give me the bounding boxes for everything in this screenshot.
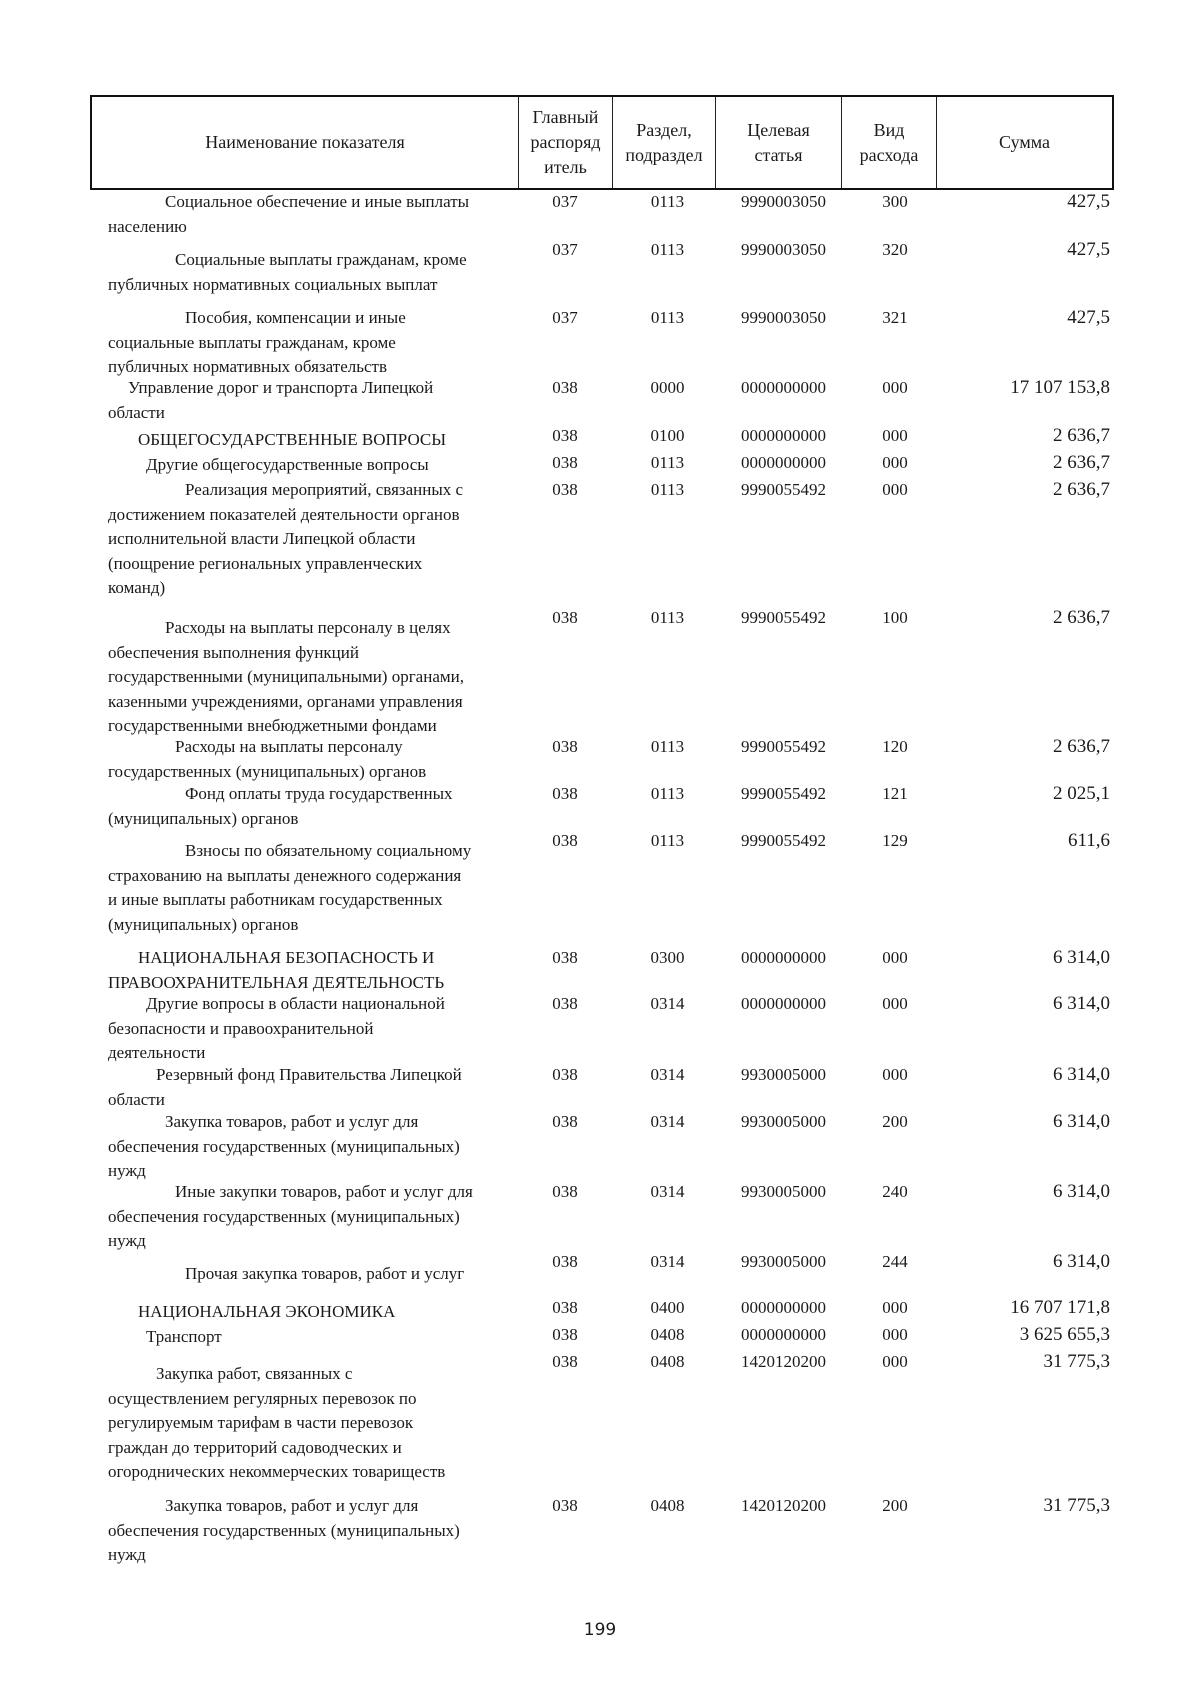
- row-name: [108, 478, 508, 601]
- row-vid: 000: [882, 948, 908, 967]
- row-razdel: 0408: [650, 1496, 685, 1515]
- row-vid: 244: [882, 1252, 908, 1271]
- row-sum: 427,5: [1067, 239, 1110, 260]
- row-name-line: исполнительной власти Липецкой области: [108, 529, 416, 548]
- row-vid: 000: [882, 1325, 908, 1344]
- row-vid: 200: [882, 1112, 908, 1131]
- row-sum: 427,5: [1067, 191, 1110, 212]
- row-glavny: 038: [552, 1112, 578, 1131]
- row-glavny: 038: [552, 453, 578, 472]
- row-vid: 321: [882, 308, 908, 327]
- row-name-line: достижением показателей деятельности органов: [108, 504, 460, 524]
- row-name-line: Реализация мероприятий, связанных с: [185, 480, 464, 499]
- row-name: [108, 1110, 508, 1184]
- header-celevaya: Целевая статья: [715, 97, 841, 188]
- row-razdel: 0314: [650, 1065, 685, 1084]
- row-name: [108, 376, 508, 425]
- row-name-line: нужд: [108, 1231, 146, 1250]
- header-summa: Сумма: [936, 97, 1112, 188]
- row-celevaya: 1420120200: [741, 1352, 826, 1371]
- row-razdel: 0113: [650, 608, 685, 627]
- row-sum: 16 707 171,8: [1010, 1297, 1110, 1318]
- row-name-line: Пособия, компенсации и иные: [185, 308, 406, 327]
- row-sum: 2 636,7: [1053, 607, 1110, 628]
- row-name-line: осуществлением регулярных перевозок по: [108, 1388, 417, 1408]
- row-razdel: 0100: [650, 426, 685, 445]
- row-glavny: 038: [552, 994, 578, 1013]
- row-sum: 31 775,3: [1043, 1495, 1110, 1516]
- row-celevaya: 9990055492: [741, 608, 826, 627]
- row-name-line: Закупка товаров, работ и услуг для: [165, 1112, 419, 1131]
- row-vid: 000: [882, 1065, 908, 1084]
- row-name: [108, 1494, 508, 1568]
- row-vid: 000: [882, 994, 908, 1013]
- row-razdel: 0113: [650, 737, 685, 756]
- row-vid: 121: [882, 784, 908, 803]
- row-name-line: государственных (муниципальных) органов: [108, 761, 427, 781]
- row-name-line: Иные закупки товаров, работ и услуг для: [175, 1182, 473, 1201]
- row-celevaya: 9990003050: [741, 192, 826, 211]
- row-sum: 6 314,0: [1053, 1064, 1110, 1085]
- row-name: [108, 190, 508, 239]
- row-vid: 000: [882, 426, 908, 445]
- row-vid: 120: [882, 737, 908, 756]
- row-name-line: команд): [108, 578, 166, 597]
- header-glavny: Главный распоряд итель: [518, 97, 612, 188]
- row-name-line: государственными (муниципальными) органами,: [108, 667, 464, 686]
- row-celevaya: 9990003050: [741, 240, 826, 259]
- row-name-line: огороднических некоммерческих товариществ: [108, 1462, 446, 1481]
- row-name-line: нужд: [108, 1545, 146, 1564]
- row-name-line: и иные выплаты работникам государственных: [108, 890, 443, 909]
- row-name: [108, 946, 508, 995]
- row-celevaya: 0000000000: [741, 994, 826, 1013]
- row-name: [108, 306, 508, 380]
- row-name: [108, 992, 508, 1066]
- row-glavny: 038: [552, 948, 578, 967]
- row-name-line: обеспечения государственных (муниципальных): [108, 1136, 460, 1156]
- row-razdel: 0113: [650, 784, 685, 803]
- row-name-line: обеспечения государственных (муниципальных): [108, 1206, 460, 1226]
- row-name-line: Другие общегосударственные вопросы: [146, 455, 429, 474]
- row-razdel: 0113: [650, 308, 685, 327]
- row-glavny: 038: [552, 737, 578, 756]
- row-name-line: Управление дорог и транспорта Липецкой: [128, 378, 434, 397]
- row-razdel: 0113: [650, 192, 685, 211]
- row-sum: 2 636,7: [1053, 452, 1110, 473]
- row-name-line: Социальное обеспечение и иные выплаты: [165, 192, 470, 211]
- row-name-line: (муниципальных) органов: [108, 808, 299, 828]
- row-glavny: 038: [552, 1252, 578, 1271]
- row-name-line: деятельности: [108, 1043, 206, 1062]
- row-name-line: обеспечения государственных (муниципальных): [108, 1520, 460, 1540]
- row-name: [108, 735, 508, 784]
- row-name-line: публичных нормативных обязательств: [108, 357, 387, 376]
- row-name-line: Транспорт: [146, 1327, 222, 1346]
- row-glavny: 037: [552, 192, 578, 211]
- row-name-line: публичных нормативных социальных выплат: [108, 274, 438, 294]
- row-name-line: Расходы на выплаты персоналу: [175, 737, 403, 756]
- row-glavny: 038: [552, 1352, 578, 1371]
- row-razdel: 0314: [650, 1182, 685, 1201]
- row-vid: 000: [882, 1298, 908, 1317]
- row-razdel: 0113: [650, 453, 685, 472]
- row-celevaya: 9990055492: [741, 737, 826, 756]
- row-name-line: Закупка товаров, работ и услуг для: [165, 1496, 419, 1515]
- row-name-line: нужд: [108, 1161, 146, 1180]
- row-name-line: Прочая закупка товаров, работ и услуг: [185, 1264, 465, 1283]
- row-name: [108, 1262, 508, 1287]
- row-celevaya: 9930005000: [741, 1252, 826, 1271]
- row-celevaya: 9930005000: [741, 1182, 826, 1201]
- row-name: [108, 616, 508, 739]
- row-name-line: Закупка работ, связанных с: [156, 1364, 353, 1383]
- row-glavny: 038: [552, 378, 578, 397]
- row-celevaya: 0000000000: [741, 1325, 826, 1344]
- row-glavny: 038: [552, 1496, 578, 1515]
- row-razdel: 0113: [650, 240, 685, 259]
- row-name-line: социальные выплаты гражданам, кроме: [108, 332, 396, 352]
- row-name-line: населению: [108, 216, 187, 236]
- row-celevaya: 0000000000: [741, 1298, 826, 1317]
- row-sum: 2 636,7: [1053, 736, 1110, 757]
- row-name-line: казенными учреждениями, органами управления: [108, 691, 463, 711]
- row-vid: 300: [882, 192, 908, 211]
- table-header: [90, 95, 1114, 190]
- row-name-line: безопасности и правоохранительной: [108, 1018, 374, 1038]
- row-name: [108, 782, 508, 831]
- row-celevaya: 9990055492: [741, 831, 826, 850]
- row-glavny: 038: [552, 1298, 578, 1317]
- row-glavny: 038: [552, 1325, 578, 1344]
- row-name: [108, 248, 508, 297]
- row-vid: 129: [882, 831, 908, 850]
- row-name-line: государственными внебюджетными фондами: [108, 716, 437, 735]
- row-glavny: 038: [552, 1065, 578, 1084]
- row-celevaya: 9990055492: [741, 784, 826, 803]
- row-name-line: граждан до территорий садоводческих и: [108, 1437, 402, 1457]
- row-sum: 31 775,3: [1043, 1351, 1110, 1372]
- row-razdel: 0400: [650, 1298, 685, 1317]
- page-number: 199: [583, 1620, 617, 1640]
- row-sum: 6 314,0: [1053, 1181, 1110, 1202]
- row-vid: 200: [882, 1496, 908, 1515]
- row-sum: 6 314,0: [1053, 1251, 1110, 1272]
- row-celevaya: 0000000000: [741, 426, 826, 445]
- row-vid: 100: [882, 608, 908, 627]
- row-name-line: (поощрение региональных управленческих: [108, 553, 423, 573]
- row-name-line: области: [108, 402, 165, 422]
- row-name: [108, 1180, 508, 1254]
- row-razdel: 0113: [650, 480, 685, 499]
- row-celevaya: 9930005000: [741, 1065, 826, 1084]
- row-celevaya: 9990055492: [741, 480, 826, 499]
- row-name-line: Социальные выплаты гражданам, кроме: [175, 250, 467, 269]
- row-celevaya: 1420120200: [741, 1496, 826, 1515]
- row-name-line: ОБЩЕГОСУДАРСТВЕННЫЕ ВОПРОСЫ: [138, 430, 447, 449]
- row-vid: 000: [882, 378, 908, 397]
- row-razdel: 0113: [650, 831, 685, 850]
- row-glavny: 038: [552, 608, 578, 627]
- row-name: [108, 839, 508, 937]
- row-sum: 2 636,7: [1053, 425, 1110, 446]
- row-sum: 3 625 655,3: [1019, 1324, 1110, 1345]
- row-name-line: обеспечения выполнения функций: [108, 642, 359, 662]
- header-razdel: Раздел, подраздел: [612, 97, 715, 188]
- row-name-line: ПРАВООХРАНИТЕЛЬНАЯ ДЕЯТЕЛЬНОСТЬ: [108, 972, 445, 992]
- row-glavny: 038: [552, 831, 578, 850]
- row-name-line: области: [108, 1089, 165, 1109]
- row-celevaya: 0000000000: [741, 453, 826, 472]
- row-celevaya: 0000000000: [741, 378, 826, 397]
- row-name: [108, 1063, 508, 1112]
- row-sum: 427,5: [1067, 307, 1110, 328]
- header-name: Наименование показателя: [205, 132, 405, 152]
- row-celevaya: 9990003050: [741, 308, 826, 327]
- row-sum: 2 636,7: [1053, 479, 1110, 500]
- row-name-line: Другие вопросы в области национальной: [146, 994, 445, 1013]
- row-name-line: Фонд оплаты труда государственных: [185, 784, 453, 803]
- row-vid: 000: [882, 453, 908, 472]
- row-name: [108, 428, 508, 453]
- row-name: [108, 1300, 508, 1325]
- row-celevaya: 0000000000: [741, 948, 826, 967]
- row-name-line: Взносы по обязательному социальному: [185, 841, 472, 860]
- row-razdel: 0408: [650, 1352, 685, 1371]
- row-razdel: 0408: [650, 1325, 685, 1344]
- row-sum: 17 107 153,8: [1010, 377, 1110, 398]
- header-vid: Вид расхода: [841, 97, 936, 188]
- row-name-line: НАЦИОНАЛЬНАЯ ЭКОНОМИКА: [138, 1302, 396, 1321]
- row-glavny: 038: [552, 480, 578, 499]
- row-vid: 000: [882, 1352, 908, 1371]
- row-razdel: 0314: [650, 994, 685, 1013]
- row-sum: 6 314,0: [1053, 947, 1110, 968]
- row-sum: 611,6: [1067, 830, 1110, 851]
- row-name-line: регулируемым тарифам в части перевозок: [108, 1413, 414, 1432]
- row-glavny: 038: [552, 426, 578, 445]
- row-name-line: Резервный фонд Правительства Липецкой: [156, 1065, 462, 1084]
- row-name: [108, 453, 508, 478]
- row-glavny: 038: [552, 1182, 578, 1201]
- row-razdel: 0300: [650, 948, 685, 967]
- row-vid: 000: [882, 480, 908, 499]
- row-celevaya: 9930005000: [741, 1112, 826, 1131]
- row-sum: 2 025,1: [1053, 783, 1110, 804]
- row-razdel: 0314: [650, 1252, 685, 1271]
- row-name-line: Расходы на выплаты персоналу в целях: [165, 618, 451, 637]
- row-sum: 6 314,0: [1053, 993, 1110, 1014]
- row-razdel: 0314: [650, 1112, 685, 1131]
- row-name-line: (муниципальных) органов: [108, 914, 299, 934]
- row-glavny: 037: [552, 240, 578, 259]
- row-name-line: страхованию на выплаты денежного содержания: [108, 865, 462, 885]
- row-vid: 320: [882, 240, 908, 259]
- row-sum: 6 314,0: [1053, 1111, 1110, 1132]
- row-vid: 240: [882, 1182, 908, 1201]
- row-name: [108, 1362, 508, 1485]
- row-razdel: 0000: [650, 378, 685, 397]
- row-glavny: 037: [552, 308, 578, 327]
- row-name: [108, 1325, 508, 1350]
- row-name-line: НАЦИОНАЛЬНАЯ БЕЗОПАСНОСТЬ И: [138, 948, 435, 967]
- row-glavny: 038: [552, 784, 578, 803]
